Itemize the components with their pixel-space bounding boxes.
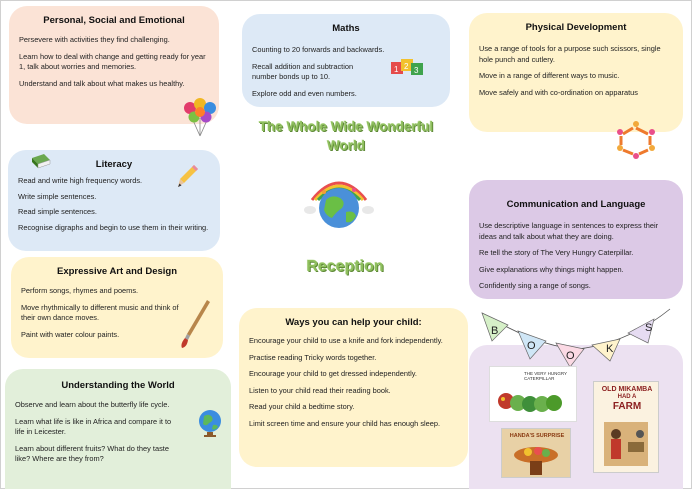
literacy-item: Read and write high frequency words.: [18, 176, 143, 185]
pse-item: Understand and talk about what makes us healthy.: [19, 78, 185, 88]
communication-title: Communication and Language: [506, 199, 646, 210]
pse-item: Learn how to deal with change and getting ready for year 1, talk about worries and memories.: [19, 51, 206, 72]
balloons-icon: [180, 96, 220, 138]
help-panel: [239, 308, 468, 467]
topic-title-line1: The Whole Wide Wonderful: [258, 119, 434, 134]
help-item: Limit screen time and ensure your child has enough sleep.: [249, 418, 441, 428]
art-item: Move rhythmically to different music and think of their own dance moves.: [21, 302, 179, 323]
help-item: Read your child a bedtime story.: [249, 402, 355, 412]
pse-title: Personal, Social and Emotional: [43, 15, 185, 26]
bunting-letter-k: K: [606, 343, 614, 355]
pencil-icon: [176, 163, 200, 189]
literacy-item: Recognise digraphs and begin to use them in their writing.: [18, 222, 209, 232]
communication-item: Give explanations why things might happen.: [479, 264, 624, 274]
physical-item: Move in a range of different ways to music.: [479, 71, 620, 81]
topic-title-line2: World: [327, 138, 365, 153]
bunting-letter-s: S: [645, 322, 653, 334]
earth-icon: [302, 170, 376, 236]
physical-item: Move safely and with co-ordination on apparatus: [479, 87, 638, 97]
world-title: Understanding the World: [61, 380, 175, 391]
topic-title: [244, 117, 448, 155]
book1-title: THE VERY HUNGRY CATERPILLAR: [524, 371, 567, 381]
paintbrush-icon: [178, 298, 212, 350]
globe-icon: [196, 408, 224, 438]
book-cover-handas-surprise: [501, 428, 571, 478]
book3-title-line3: FARM: [612, 401, 642, 412]
maths-item: Explore odd and even numbers.: [252, 88, 357, 98]
art-item: Paint with water colour paints.: [21, 329, 120, 339]
books-bunting: [478, 303, 674, 367]
communication-item: Use descriptive language in sentences to express their ideas and talk about what they are doing.: [479, 221, 659, 241]
svg-text:2: 2: [404, 62, 409, 71]
book2-title: HANDA'S SURPRISE: [509, 433, 565, 439]
art-title: Expressive Art and Design: [56, 266, 178, 277]
bunting-letter-b: B: [491, 325, 499, 337]
help-item: Listen to your child read their reading book.: [249, 385, 391, 395]
pse-item: Persevere with activities they find challenging.: [19, 35, 170, 44]
literacy-title: Literacy: [95, 159, 133, 170]
art-item: Perform songs, rhymes and poems.: [21, 286, 139, 295]
book-icon: [30, 152, 52, 170]
world-item: Observe and learn about the butterfly life cycle.: [15, 400, 170, 409]
bunting-letter-o1: O: [527, 340, 536, 352]
svg-text:3: 3: [414, 66, 419, 75]
communication-item: Re tell the story of The Very Hungry Caterpillar.: [479, 248, 634, 258]
communication-panel: [469, 180, 683, 299]
world-item: Learn about different fruits? What do they taste like? Where are they from?: [15, 443, 169, 464]
help-item: Practise reading Tricky words together.: [249, 352, 377, 362]
dice-icon: [390, 57, 424, 77]
book3-title-line1: OLD MIKAMBA: [601, 386, 653, 393]
maths-item: Recall addition and subtraction number bonds up to 10.: [252, 61, 354, 82]
book-cover-old-mikamba: [593, 381, 659, 473]
maths-item: Counting to 20 forwards and backwards.: [252, 45, 385, 54]
help-title: Ways you can help your child:: [285, 317, 422, 328]
help-item: Encourage your child to use a knife and fork independently.: [249, 336, 443, 345]
maths-title: Maths: [332, 23, 360, 34]
physical-panel: [469, 13, 683, 132]
book3-title-line2: HAD A: [617, 394, 637, 400]
help-item: Encourage your child to get dressed independently.: [249, 369, 417, 379]
world-item: Learn what life is like in Africa and compare it to life in Leicester.: [15, 416, 172, 437]
physical-item: Use a range of tools for a purpose such scissors, single hole punch and cutlery.: [479, 44, 661, 64]
literacy-item: Write simple sentences.: [18, 191, 97, 201]
class-name: Reception: [306, 258, 384, 275]
book-cover-hungry-caterpillar: [489, 366, 577, 422]
literacy-item: Read simple sentences.: [18, 207, 97, 217]
communication-item: Confidently sing a range of songs.: [479, 281, 591, 291]
svg-text:1: 1: [394, 65, 399, 74]
physical-title: Physical Development: [525, 22, 627, 33]
kids-circle-icon: [614, 120, 658, 160]
bunting-letter-o2: O: [566, 350, 575, 362]
